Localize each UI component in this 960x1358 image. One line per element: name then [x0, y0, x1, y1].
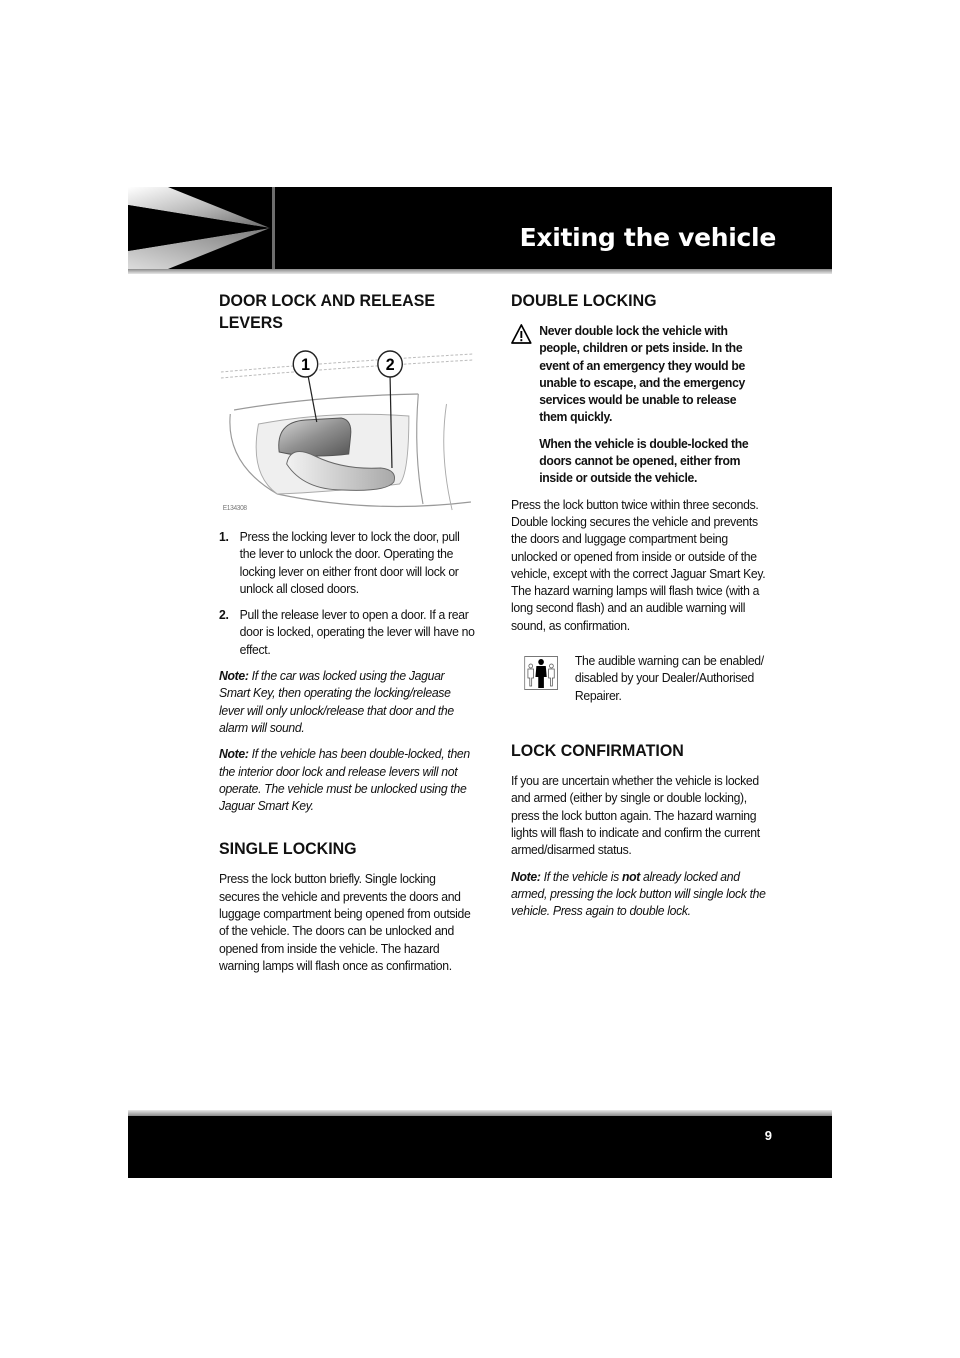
note-label: Note:	[511, 868, 541, 884]
note-smart-key	[219, 667, 475, 736]
section-heading-door-levers: DOOR LOCK AND RELEASE LEVERS	[219, 291, 436, 332]
section-heading-double-locking: DOUBLE LOCKING	[511, 291, 657, 310]
note-text-post: already locked and armed, pressing the lock button will single lock the vehicle. Press again to double lock.	[511, 868, 766, 919]
callout-1-label: 1	[301, 355, 310, 375]
lever-steps-list	[219, 528, 475, 658]
page-footer	[128, 1116, 832, 1178]
list-item-number: 2.	[219, 607, 229, 623]
note-text: If the vehicle has been double-locked, then the interior door lock and release levers will not operate. The vehicle must be unlocked using the Jaguar Smart Key.	[219, 746, 470, 814]
section-heading-single-locking: SINGLE LOCKING	[219, 839, 357, 859]
lock-confirmation-text: If you are uncertain whether the vehicle is locked and armed (either by single or double locking), press the lock button again. The hazard warning lights will flash to indicate and confirm the current armed/disarmed status.	[511, 773, 760, 858]
list-item-number: 1.	[219, 529, 229, 544]
page-title: Exiting the vehicle	[519, 223, 776, 252]
left-column	[219, 290, 475, 983]
warning-triangle-icon	[511, 324, 532, 344]
note-double-locked	[219, 745, 475, 814]
door-lever-illustration	[221, 344, 473, 516]
list-item	[219, 606, 475, 658]
figure-ref: E134308	[222, 504, 247, 513]
header-divider	[128, 269, 832, 274]
door-lever-drawing	[221, 344, 473, 516]
note-label: Note:	[219, 746, 249, 762]
section-heading-lock-confirmation: LOCK CONFIRMATION	[511, 741, 684, 761]
info-text: The audible warning can be enabled/ disabled by your Dealer/Authorised Repairer.	[574, 653, 764, 703]
note-label: Note:	[219, 668, 249, 684]
note-text-pre: If the vehicle is	[540, 868, 622, 884]
right-column	[511, 290, 767, 928]
warning-text-occupants: Never double lock the vehicle with people, children or pets inside. In the event of an emergency they would be unable to escape, and the emergency services would be unable to release them quickly.	[539, 323, 746, 425]
warning-text-doors: When the vehicle is double-locked the doors cannot be opened, either from inside or outside the vehicle.	[539, 435, 749, 486]
note-text-emphasis: not	[621, 868, 640, 884]
people-info-icon	[524, 656, 558, 690]
note-single-lock	[511, 868, 767, 920]
callout-2-label: 2	[385, 355, 395, 375]
list-item-text: Press the locking lever to lock the door, pull the lever to unlock the door. Operating the locking lever on either front door will lock or unlock all closed doors.	[239, 529, 460, 596]
list-item	[219, 528, 475, 597]
note-text: If the car was locked using the Jaguar Smart Key, then operating the locking/release lever will only unlock/release that door and the alarm will sound.	[219, 668, 454, 735]
list-item-text: Pull the release lever to open a door. If a rear door is locked, operating the lever will have no effect.	[239, 607, 475, 657]
warning-block	[511, 322, 767, 487]
page-number: 9	[764, 1128, 772, 1143]
single-locking-text: Press the lock button briefly. Single locking secures the vehicle and prevents the doors and luggage compartment being opened from outside of the vehicle. The doors can be unlocked and opened from inside the vehicle. The hazard warning lamps will flash once as confirmation.	[219, 871, 471, 973]
page-header	[128, 187, 832, 269]
chevron-logo-icon	[128, 187, 278, 269]
double-locking-text: Press the lock button twice within three seconds. Double locking secures the vehicle and prevents the doors and luggage compartment being unlocked or opened from inside or outside of the vehicle, except with the correct Jaguar Smart Key. The hazard warning lamps will flash twice (with a long second flash) and an audible warning will sound, as confirmation.	[511, 496, 766, 633]
info-block	[511, 652, 767, 712]
